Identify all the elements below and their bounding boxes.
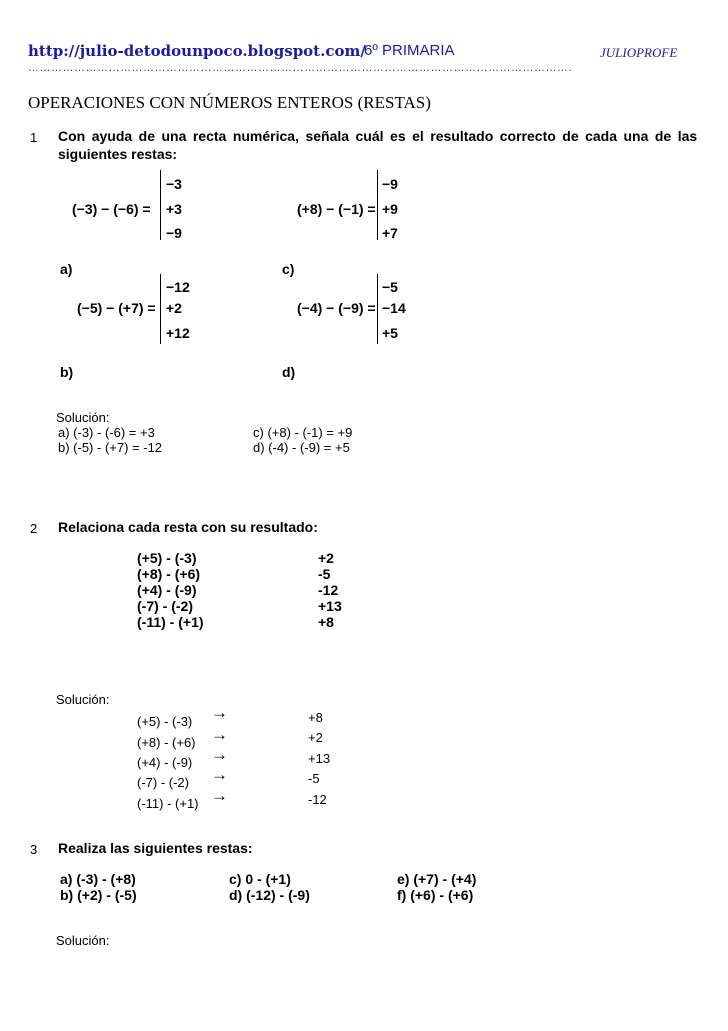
exercise-1d-option: +5 (382, 325, 398, 341)
exercise-1c-label: c) (282, 261, 295, 277)
exercise-2-solution-left: (+8) - (+6) (137, 735, 196, 750)
right-arrow-icon: → (211, 745, 228, 764)
exercise-2-left-item: (+4) - (-9) (137, 582, 197, 598)
exercise-1-solution-label: Solución: (56, 410, 110, 425)
exercise-2-solution-left: (+5) - (-3) (137, 714, 193, 729)
exercise-2-solution-right: +13 (308, 751, 331, 766)
exercise-2-solution-left: (-11) - (+1) (137, 796, 199, 811)
right-arrow-icon: → (211, 765, 228, 784)
exercise-1c-option: +7 (382, 225, 398, 241)
exercise-1b-label: b) (60, 364, 74, 380)
exercise-1c-expression: (+8) − (−1) = (297, 201, 376, 217)
exercise-2-right-item: +13 (318, 598, 342, 614)
exercise-3-item: a) (-3) - (+8) (60, 871, 136, 887)
exercise-3-item: f) (+6) - (+6) (397, 887, 474, 903)
right-arrow-icon: → (211, 786, 228, 805)
exercise-1b-option: +2 (166, 300, 182, 316)
exercise-1c-brace (377, 170, 378, 240)
exercise-3-item: b) (+2) - (-5) (60, 887, 137, 903)
exercise-1d-expression: (−4) − (−9) = (297, 300, 376, 316)
exercise-1b-option: −12 (166, 279, 190, 295)
exercise-1-prompt-line2: siguientes restas: (58, 146, 178, 162)
page-title: OPERACIONES CON NÚMEROS ENTEROS (RESTAS) (28, 93, 431, 112)
exercise-1b-expression: (−5) − (+7) = (77, 300, 156, 316)
exercise-1c-option: −9 (382, 176, 398, 192)
right-arrow-icon: → (211, 725, 228, 744)
exercise-2-solution-right: -12 (308, 792, 327, 807)
exercise-2-right-item: -12 (318, 582, 339, 598)
exercise-1a-label: a) (60, 261, 73, 277)
exercise-3-solution-label: Solución: (56, 933, 110, 948)
exercise-3-number: 3 (30, 842, 38, 857)
exercise-1d-brace (377, 274, 378, 344)
exercise-1-solution: d) (-4) - (-9) = +5 (253, 440, 350, 455)
exercise-2-solution-right: +2 (308, 730, 323, 745)
exercise-1d-label: d) (282, 364, 296, 380)
exercise-1-prompt-line1: Con ayuda de una recta numérica, señala cuál es el resultado correcto de cada una de las (58, 128, 698, 144)
exercise-2-solution-left: (+4) - (-9) (137, 755, 193, 770)
exercise-1-solution: a) (-3) - (-6) = +3 (58, 425, 155, 440)
exercise-2-left-item: (-11) - (+1) (137, 614, 204, 630)
exercise-3-item: d) (-12) - (-9) (229, 887, 310, 903)
exercise-1a-brace (160, 170, 161, 240)
exercise-2-right-item: +8 (318, 614, 334, 630)
exercise-2-solution-label: Solución: (56, 692, 110, 707)
exercise-2-solution-right: +8 (308, 710, 323, 725)
exercise-1a-expression: (−3) − (−6) = (72, 201, 151, 217)
exercise-1d-option: −14 (382, 300, 406, 316)
exercise-2-solution-right: -5 (308, 771, 320, 786)
exercise-1-number: 1 (30, 130, 38, 145)
exercise-2-right-item: +2 (318, 550, 334, 566)
blog-link[interactable]: http://julio-detodounpoco.blogspot.com/ (28, 42, 366, 60)
exercise-1b-option: +12 (166, 325, 190, 341)
right-arrow-icon: → (211, 703, 228, 722)
exercise-1-solution: b) (-5) - (+7) = -12 (58, 440, 163, 455)
exercise-2-left-item: (+5) - (-3) (137, 550, 197, 566)
exercise-1a-option: −3 (166, 176, 182, 192)
exercise-2-solution-left: (-7) - (-2) (137, 775, 189, 790)
exercise-1d-option: −5 (382, 279, 398, 295)
exercise-2-left-item: (-7) - (-2) (137, 598, 193, 614)
exercise-2-prompt: Relaciona cada resta con su resultado: (58, 519, 318, 535)
exercise-1a-option: +3 (166, 201, 182, 217)
author-label: JULIOPROFE (600, 45, 678, 60)
exercise-2-number: 2 (30, 521, 38, 536)
exercise-1a-option: −9 (166, 225, 182, 241)
header-divider: ……………………………………………………………………………………………………………………………. (28, 62, 573, 74)
exercise-2-left-item: (+8) - (+6) (137, 566, 201, 582)
exercise-3-item: e) (+7) - (+4) (397, 871, 477, 887)
exercise-3-item: c) 0 - (+1) (229, 871, 291, 887)
exercise-1c-option: +9 (382, 201, 398, 217)
exercise-1-solution: c) (+8) - (-1) = +9 (253, 425, 353, 440)
exercise-2-right-item: -5 (318, 566, 331, 582)
grade-label: 6º PRIMARIA (364, 42, 455, 59)
exercise-3-prompt: Realiza las siguientes restas: (58, 840, 253, 856)
exercise-1b-brace (160, 274, 161, 344)
